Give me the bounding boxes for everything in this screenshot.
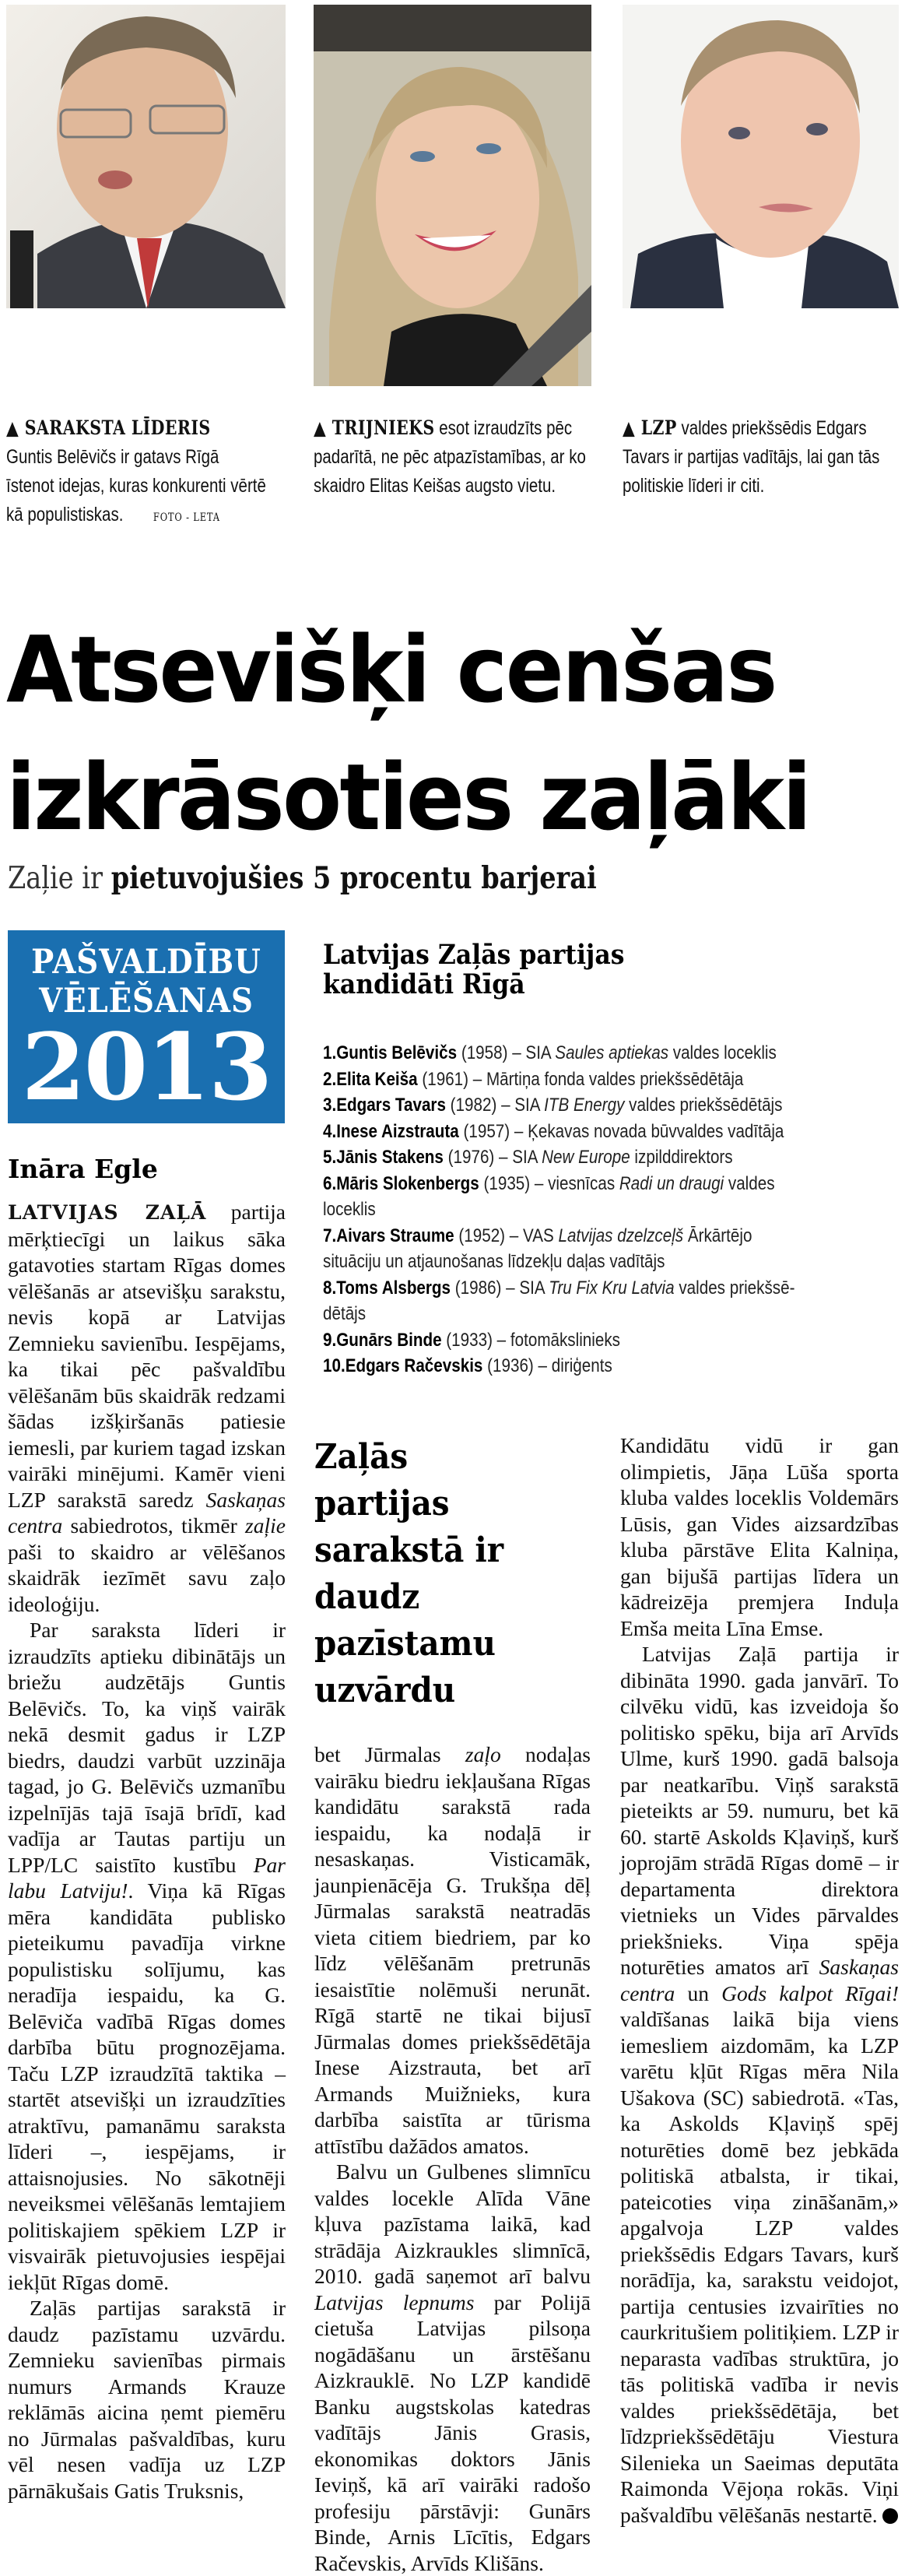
badge-line-2: VĒLĒŠANAS bbox=[39, 982, 254, 1021]
candidate-role-continued: loceklis bbox=[323, 1199, 376, 1220]
caption-lead: ▲ LZP bbox=[623, 416, 677, 439]
paragraph: Kandidātu vidū ir gan olimpietis, Jāņa Lūša sporta kluba valdes loceklis Voldemārs Lūsis, gan Vides aizsardzības kluba pārstāve Elita Kalniņa, gan bijušā partijas līdera un kādreizēja premjera Induļa Emša meita Līna Emse. bbox=[620, 1433, 899, 1640]
candidate-item bbox=[323, 1144, 899, 1171]
badge-year: 2013 bbox=[21, 1013, 272, 1121]
portrait-man-glasses-icon bbox=[6, 5, 286, 308]
photo-guntis-belevics bbox=[6, 5, 286, 308]
candidate-name bbox=[323, 1147, 444, 1168]
caption-text: valdes priekšsēdis Edgars Tavars ir partijas vadītājs, lai gan tās politiskie līderi ir citi. bbox=[623, 417, 880, 497]
italic-text: zaļie bbox=[245, 1513, 286, 1538]
candidate-role: – VAS bbox=[505, 1225, 559, 1246]
portrait-young-man-icon bbox=[623, 5, 899, 308]
photo-caption-2 bbox=[314, 413, 598, 501]
election-badge bbox=[8, 930, 285, 1123]
candidate-number: 7. bbox=[323, 1225, 337, 1246]
candidate-company: Tru Fix Kru Latvia bbox=[549, 1277, 675, 1299]
text: Balvu un Gulbenes slimnīcu valdes locekle Alīda Vāne kļuva pazīstama laikā, kad strādāja Aizkraukles slimnīcā, 2010. gadā saņemot arī balvu bbox=[314, 2160, 591, 2288]
text: Latvijas Zaļā partija ir dibināta 1990. gada janvārī. To cilvēku vidū, kas izveidoja šo politisko spēku, bija arī Arvīds Ulme, kurš 1990. gadā balsoja par neatkarību. Viņš sarakstā pieteikts ar 59. numuru, bet kā 60. startē Askolds Kļaviņš, kurš joprojām strādā Rīgas domē – ir departamenta direktora vietnieks un Vides pārvaldes priekšnieks. Viņa spēja noturēties amatos arī bbox=[620, 1642, 899, 1979]
candidate-role: – SIA bbox=[494, 1147, 542, 1168]
lead-in-caps: LATVIJAS ZAĻĀ bbox=[8, 1201, 207, 1224]
caption-text: Guntis Belēvičs ir gatavs Rīgā īstenot idejas, kuras konkurenti vērtē kā populistiskas. bbox=[6, 446, 266, 525]
candidate-company: Latvijas dzelzceļš bbox=[558, 1225, 684, 1246]
candidate-name-text: Māris Slokenbergs bbox=[336, 1172, 479, 1194]
candidate-name bbox=[323, 1095, 446, 1116]
text: Par saraksta līderi ir izraudzīts aptieku dibinātājs un briežu audzētājs Guntis Belēvičs. To, ka viņš vairāk nekā desmit gadus ir LZP biedrs, daudzi varbūt uzzināja tagad, jo G. Belēvičs uzmanību izpelnījās tajā īsajā brīdī, kad vadīja ar Tautas partiju un LPP/LC saistīto kustību bbox=[8, 1618, 286, 1877]
candidate-role: – SIA bbox=[496, 1095, 545, 1116]
candidate-birth-year: (1958) bbox=[461, 1042, 508, 1063]
candidate-number: 5. bbox=[323, 1147, 337, 1168]
candidate-name-text: Jānis Stakens bbox=[336, 1147, 444, 1168]
text: sabiedrotos, tikmēr bbox=[62, 1513, 246, 1538]
candidate-name bbox=[323, 1069, 418, 1090]
candidate-company: New Europe bbox=[542, 1147, 630, 1168]
candidate-item bbox=[323, 1119, 899, 1145]
candidates-title-line-1: Latvijas Zaļās partijas bbox=[323, 939, 625, 971]
candidate-birth-year: (1982) bbox=[450, 1095, 497, 1116]
deck-thin: Zaļie ir bbox=[8, 861, 111, 896]
candidate-birth-year: (1961) bbox=[422, 1068, 469, 1090]
candidate-role-suffix: izpilddirektors bbox=[630, 1147, 733, 1168]
candidate-birth-year: (1986) bbox=[454, 1277, 502, 1299]
candidate-number: 10. bbox=[323, 1355, 346, 1376]
body-column-2 bbox=[314, 1741, 591, 2576]
text: paši to skaidro ar vēlēšanos skaidrāk iezīmēt savu zaļo ideoloģiju. bbox=[8, 1539, 286, 1616]
body-column-1 bbox=[8, 1199, 286, 2504]
candidate-name-text: Gunārs Binde bbox=[336, 1329, 442, 1351]
italic-text: Latvijas lepnums bbox=[314, 2290, 475, 2314]
deck-bold: pietuvojušies 5 procentu barjerai bbox=[110, 860, 597, 896]
italic-text: Par labu Latviju! bbox=[8, 1852, 286, 1903]
italic-text: Gods kalpot Rīgai! bbox=[721, 1980, 899, 2005]
candidate-role: – SIA bbox=[507, 1042, 556, 1063]
candidate-role: – fotomākslinieks bbox=[492, 1329, 620, 1351]
candidate-role-continued: dētājs bbox=[323, 1303, 367, 1324]
body-column-3 bbox=[620, 1432, 899, 2528]
candidate-role: – diriģents bbox=[533, 1355, 612, 1376]
candidates-title-line-2: kandidāti Rīgā bbox=[323, 968, 525, 1000]
candidate-company: Saules aptiekas bbox=[555, 1042, 669, 1063]
candidate-role: – Ķekavas novada būvvaldes vadītāja bbox=[510, 1120, 784, 1142]
candidate-name-text: Aivars Straume bbox=[336, 1225, 454, 1246]
candidate-item-continued bbox=[323, 1301, 899, 1327]
candidate-item bbox=[323, 1092, 899, 1119]
portrait-woman-smiling-icon bbox=[314, 5, 591, 386]
candidate-birth-year: (1936) bbox=[487, 1355, 534, 1376]
candidate-role-suffix: valdes bbox=[724, 1172, 775, 1194]
paragraph bbox=[314, 2159, 591, 2576]
text: valdīšanas laikā bija viens iemesliem aizdomām, ka LZP varētu kļūt Rīgas mēra Nila Ušakova (SC) sabiedrotā. «Tas, ka Askolds Kļaviņš spēj noturēties domē bez jebkāda politiskā atbalsta, ir tikai, pateicoties viņa zināšanām,» apgalvoja LZP valdes priekšsēdis Edgars Tavars, kurš norādīja, ka, sarakstu veidojot, partija centusies izvairīties no caurkritušiem politiķiem. LZP ir neparasta vadības struktūra, jo tās politiskā vadība ir nevis valdes priekšsēdētāja, bet līdzpriekšsēdētāju Viestura Silenieka un Saeimas deputāta Raimonda Vējoņa rokās. Viņi pašvaldību vēlēšanās nestartē. bbox=[620, 2007, 899, 2527]
candidate-company: Radi un draugi bbox=[619, 1172, 724, 1194]
candidate-role-continued: situāciju un atjaunošanas līdzekļu daļas vadītājs bbox=[323, 1251, 665, 1272]
end-of-article-mark-icon bbox=[882, 2508, 898, 2524]
paragraph bbox=[8, 1199, 286, 1617]
candidate-number: 2. bbox=[323, 1068, 337, 1090]
candidate-role-suffix: valdes loceklis bbox=[668, 1042, 777, 1063]
candidates-list bbox=[323, 1040, 899, 1379]
candidate-birth-year: (1976) bbox=[447, 1147, 495, 1168]
byline: Ināra Egle bbox=[8, 1154, 158, 1184]
candidate-number: 9. bbox=[323, 1329, 337, 1351]
candidate-birth-year: (1957) bbox=[463, 1120, 510, 1142]
candidates-box-title bbox=[323, 940, 624, 1000]
italic-text: Saskaņas centra bbox=[8, 1487, 286, 1538]
caption-text: esot izraudzīts pēc padarītā, ne pēc atpazīstamības, ar ko skaidro Elitas Keišas augsto vietu. bbox=[314, 417, 586, 497]
candidate-name-text: Edgars Tavars bbox=[336, 1095, 446, 1116]
candidate-name bbox=[323, 1042, 457, 1063]
candidate-name-text: Toms Alsbergs bbox=[336, 1277, 451, 1299]
candidate-item bbox=[323, 1040, 899, 1067]
photo-edgars-tavars bbox=[623, 5, 899, 308]
text: . Viņa kā Rīgas mēra kandidāta publisko pieteikumu pavadīja virkne populistisku solījumu, kas neradīja iespaidu, ka G. Belēviča vadībā Rīgas domes darbība būtu prognozējama. Taču LZP izraudzītā taktika – startēt atsevišķi un izraudzīties atraktīvu, pamanāmu saraksta līderi –, iespējams, ir attaisnojusies. No sākotnēji neveiksmei vēlēšanās lemtajiem politiskajiem spēkiem LZP ir visvairāk pietuvojusies iespējai iekļūt Rīgas domē. bbox=[8, 1878, 286, 2294]
candidate-name bbox=[323, 1121, 459, 1142]
photo-caption-3 bbox=[623, 413, 897, 501]
candidate-name bbox=[323, 1173, 479, 1194]
photo-elita-keisa bbox=[314, 5, 591, 386]
photo-caption-1 bbox=[6, 413, 268, 532]
candidate-birth-year: (1933) bbox=[446, 1329, 493, 1351]
candidate-role: – SIA bbox=[501, 1277, 549, 1299]
candidate-name bbox=[323, 1330, 442, 1351]
candidate-item-continued bbox=[323, 1249, 899, 1275]
photo-credit: FOTO - LETA bbox=[153, 511, 220, 524]
candidate-role-suffix: valdes priekšsēdētājs bbox=[624, 1095, 783, 1116]
candidate-item bbox=[323, 1275, 899, 1302]
text: par Polijā cietuša Latvijas pilsoņa nogādāšanu un ārstēšanu Aizkrauklē. No LZP kandidē Banku augstskolas katedras vadītājs Jānis Grasis, ekonomikas doktors Jānis Ieviņš, kā arī vairāki radošo profesiju pārstāvji: Gunārs Binde, Arnis Līcītis, Edgars Račevskis, Arvīds Klišāns. bbox=[314, 2290, 591, 2575]
candidate-company: ITB Energy bbox=[544, 1095, 625, 1116]
italic-text: Saskaņas centra bbox=[620, 1955, 899, 2005]
paragraph: Zaļās partijas sarakstā ir daudz pazīstamu uzvārdu. Zemnieku savienības pirmais numurs Armands Krauze reklāmās aicina ņemt piemēru no Jūrmalas pašvaldības, kuru vēl nesen vadīja uz LZP pārnākušais Gatis Truksnis, bbox=[8, 2296, 286, 2503]
candidate-number: 6. bbox=[323, 1172, 337, 1194]
candidate-name bbox=[323, 1277, 451, 1299]
text: bet Jūrmalas bbox=[314, 1742, 465, 1766]
candidate-name bbox=[323, 1355, 482, 1376]
candidate-item bbox=[323, 1223, 899, 1249]
candidate-role-suffix: valdes priekšsē- bbox=[674, 1277, 795, 1299]
candidate-number: 4. bbox=[323, 1120, 337, 1142]
candidate-item bbox=[323, 1327, 899, 1354]
paragraph bbox=[620, 1641, 899, 2528]
candidate-name-text: Edgars Račevskis bbox=[345, 1355, 483, 1376]
candidate-birth-year: (1952) bbox=[458, 1225, 506, 1246]
candidate-name bbox=[323, 1225, 454, 1246]
caption-lead: ▲ SARAKSTA LĪDERIS bbox=[6, 416, 211, 439]
candidate-name-text: Inese Aizstrauta bbox=[336, 1120, 459, 1142]
candidate-number: 8. bbox=[323, 1277, 337, 1299]
candidate-name-text: Elita Keiša bbox=[336, 1068, 418, 1090]
candidate-item bbox=[323, 1067, 899, 1093]
subhead: Zaļās partijas sarakstā ir daudz pazīstamu uzvārdu bbox=[314, 1437, 504, 1710]
text: nodaļas vairāku biedru iekļaušana Rīgas kandidātu sarakstā rada iespaidu, ka nodaļā ir nesaskaņas. Visticamāk, jaunpienācēja G. Trukšņa dēļ Jūrmalas sarakstā neatradās vieta citiem biedriem, par ko līdz vēlēšanām pretrunās iesaistītie nolēmuši nerunāt. Rīgā startē ne tikai bijusī Jūrmalas domes priekšsēdētāja Inese Aizstrauta, bet arī Armands Muižnieks, kura darbība saistīta ar tūrisma attīstību dažādos amatos. bbox=[314, 1742, 591, 2158]
badge-line-1: PAŠVALDĪBU bbox=[31, 943, 261, 982]
caption-lead: ▲ TRIJNIEKS bbox=[314, 416, 435, 439]
candidate-item bbox=[323, 1353, 899, 1379]
candidate-role: – viesnīcas bbox=[530, 1172, 619, 1194]
headline bbox=[6, 606, 809, 861]
candidate-number: 1. bbox=[323, 1042, 337, 1063]
candidate-role: – Mārtiņa fonda valdes priekšsēdētāja bbox=[468, 1068, 744, 1090]
headline-line-1: Atsevišķi cenšas bbox=[6, 616, 776, 723]
candidate-number: 3. bbox=[323, 1095, 337, 1116]
italic-text: zaļo bbox=[465, 1742, 501, 1766]
deck-subtitle bbox=[8, 860, 597, 896]
paragraph bbox=[314, 1741, 591, 2159]
paragraph bbox=[8, 1617, 286, 2295]
candidate-item bbox=[323, 1171, 899, 1197]
candidate-birth-year: (1935) bbox=[483, 1172, 531, 1194]
text: partija mērķtiecīgi un laikus sāka gatavoties startam Rīgas domes vēlēšanās ar atsevišķu sarakstu, nevis kopā ar Latvijas Zemnieku savienību. Iespējams, ka tikai pēc pašvaldību vēlēšanām būs skaidrāk redzami šādas izšķiršanās patiesie iemesli, par kuriem tagad izskan vairāki minējumi. Kamēr vieni LZP sarakstā saredz bbox=[8, 1200, 286, 1512]
candidate-role-suffix: Ārkārtējo bbox=[683, 1225, 752, 1246]
candidate-name-text: Guntis Belēvičs bbox=[336, 1042, 458, 1063]
text: un bbox=[675, 1980, 722, 2005]
candidate-item-continued bbox=[323, 1197, 899, 1223]
headline-line-2: izkrāsoties zaļāki bbox=[6, 743, 810, 851]
